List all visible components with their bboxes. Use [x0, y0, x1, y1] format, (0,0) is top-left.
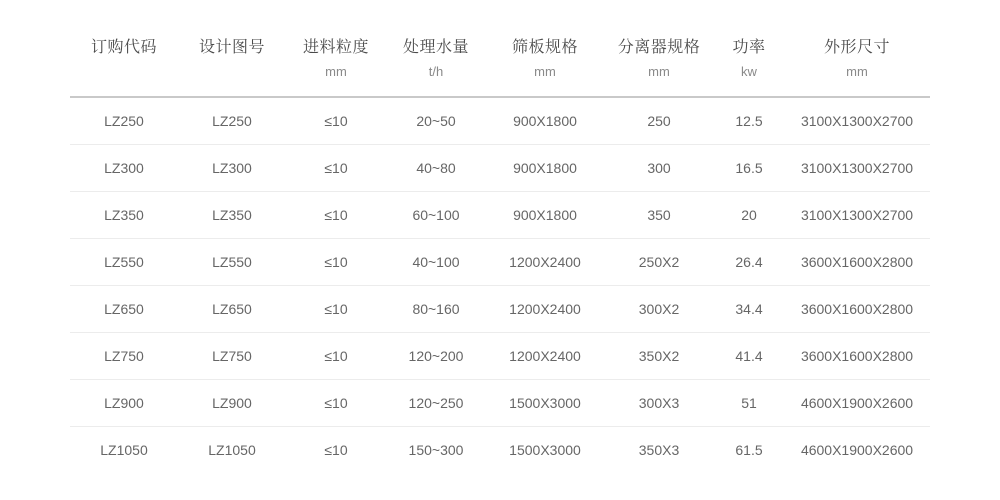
cell-design-drawing-number: LZ550 — [178, 239, 286, 286]
cell-feed-size: ≤10 — [286, 97, 386, 145]
cell-screen-plate-spec: 900X1800 — [486, 192, 604, 239]
cell-overall-dimensions: 3100X1300X2700 — [784, 97, 930, 145]
cell-feed-size: ≤10 — [286, 192, 386, 239]
cell-design-drawing-number: LZ750 — [178, 333, 286, 380]
cell-screen-plate-spec: 1500X3000 — [509, 442, 581, 458]
table-row — [70, 286, 930, 333]
cell-overall-dimensions: 3600X1600X2800 — [784, 239, 930, 286]
column-header-overall-dimensions — [784, 30, 930, 97]
column-header-unit: mm — [846, 64, 868, 79]
cell-power: 20 — [714, 192, 784, 239]
cell-screen-plate-spec: 1500X3000 — [486, 380, 604, 427]
cell-design-drawing-number: LZ650 — [178, 286, 286, 333]
column-header-title: 进料粒度 — [302, 39, 369, 56]
cell-water-capacity: 120~250 — [386, 380, 486, 427]
column-header-design-drawing-number — [178, 30, 286, 97]
cell-separator-spec: 300 — [604, 145, 714, 192]
cell-power: 16.5 — [714, 145, 784, 192]
cell-feed-size: ≤10 — [286, 239, 386, 286]
cell-feed-size: ≤10 — [286, 380, 386, 427]
cell-overall-dimensions: 3600X1600X2800 — [784, 286, 930, 333]
column-header-title: 筛板规格 — [511, 39, 578, 56]
table-row — [70, 192, 930, 239]
table-row — [70, 333, 930, 380]
cell-power: 51 — [714, 380, 784, 427]
cell-separator-spec: 300X2 — [604, 286, 714, 333]
cell-order-code: LZ650 — [70, 286, 178, 333]
cell-water-capacity: 120~200 — [386, 333, 486, 380]
column-header-unit: mm — [648, 64, 670, 79]
table-body — [70, 97, 930, 473]
cell-separator-spec: 250X2 — [604, 239, 714, 286]
cell-separator-spec: 350X3 — [638, 442, 680, 458]
column-header-separator-spec — [604, 30, 714, 97]
cell-power: 12.5 — [714, 97, 784, 145]
cell-design-drawing-number: LZ1050 — [208, 442, 256, 458]
cell-separator-spec: 250 — [604, 97, 714, 145]
column-header-water-capacity — [386, 30, 486, 97]
cell-power: 41.4 — [714, 333, 784, 380]
cell-overall-dimensions: 3100X1300X2700 — [784, 145, 930, 192]
table-row — [70, 427, 930, 474]
cell-overall-dimensions: 3100X1300X2700 — [784, 192, 930, 239]
cell-power: 34.4 — [714, 286, 784, 333]
cell-order-code: LZ250 — [70, 97, 178, 145]
column-header-unit: kw — [741, 64, 757, 79]
cell-order-code: LZ350 — [70, 192, 178, 239]
column-header-title: 设计图号 — [198, 39, 265, 56]
cell-design-drawing-number: LZ250 — [178, 97, 286, 145]
cell-order-code: LZ300 — [70, 145, 178, 192]
cell-separator-spec: 300X3 — [604, 380, 714, 427]
cell-order-code: LZ550 — [70, 239, 178, 286]
cell-design-drawing-number: LZ900 — [178, 380, 286, 427]
column-header-screen-plate-spec — [486, 30, 604, 97]
table-row — [70, 239, 930, 286]
cell-screen-plate-spec: 900X1800 — [486, 97, 604, 145]
column-header-title: 分离器规格 — [617, 39, 701, 56]
cell-feed-size: ≤10 — [324, 442, 348, 458]
table-header-row — [70, 30, 930, 97]
table-row — [70, 145, 930, 192]
cell-separator-spec: 350X2 — [604, 333, 714, 380]
column-header-unit: mm — [534, 64, 556, 79]
cell-overall-dimensions: 4600X1900X2600 — [800, 442, 914, 458]
column-header-title: 功率 — [732, 39, 766, 56]
column-header-unit: t/h — [428, 64, 444, 79]
cell-screen-plate-spec: 1200X2400 — [486, 333, 604, 380]
column-header-feed-size — [286, 30, 386, 97]
cell-order-code: LZ750 — [70, 333, 178, 380]
column-header-title: 处理水量 — [402, 39, 469, 56]
table-header — [70, 30, 930, 97]
cell-order-code: LZ900 — [70, 380, 178, 427]
table-row — [70, 380, 930, 427]
cell-design-drawing-number: LZ350 — [178, 192, 286, 239]
column-header-power — [714, 30, 784, 97]
cell-screen-plate-spec: 900X1800 — [486, 145, 604, 192]
cell-feed-size: ≤10 — [286, 333, 386, 380]
cell-screen-plate-spec: 1200X2400 — [486, 286, 604, 333]
specification-table — [70, 30, 930, 473]
cell-water-capacity: 60~100 — [386, 192, 486, 239]
cell-overall-dimensions: 3600X1600X2800 — [784, 333, 930, 380]
column-header-title: 订购代码 — [90, 39, 157, 56]
cell-water-capacity: 20~50 — [386, 97, 486, 145]
column-header-order-code — [70, 30, 178, 97]
cell-water-capacity: 40~100 — [386, 239, 486, 286]
cell-screen-plate-spec: 1200X2400 — [486, 239, 604, 286]
cell-power: 26.4 — [714, 239, 784, 286]
cell-separator-spec: 350 — [604, 192, 714, 239]
table-row — [70, 97, 930, 145]
cell-overall-dimensions: 4600X1900X2600 — [784, 380, 930, 427]
cell-feed-size: ≤10 — [286, 286, 386, 333]
column-header-title: 外形尺寸 — [823, 39, 890, 56]
cell-feed-size: ≤10 — [286, 145, 386, 192]
cell-design-drawing-number: LZ300 — [178, 145, 286, 192]
column-header-unit: mm — [325, 64, 347, 79]
cell-water-capacity: 150~300 — [408, 442, 464, 458]
cell-water-capacity: 40~80 — [386, 145, 486, 192]
cell-power: 61.5 — [735, 442, 763, 458]
cell-order-code: LZ1050 — [100, 442, 148, 458]
cell-water-capacity: 80~160 — [386, 286, 486, 333]
